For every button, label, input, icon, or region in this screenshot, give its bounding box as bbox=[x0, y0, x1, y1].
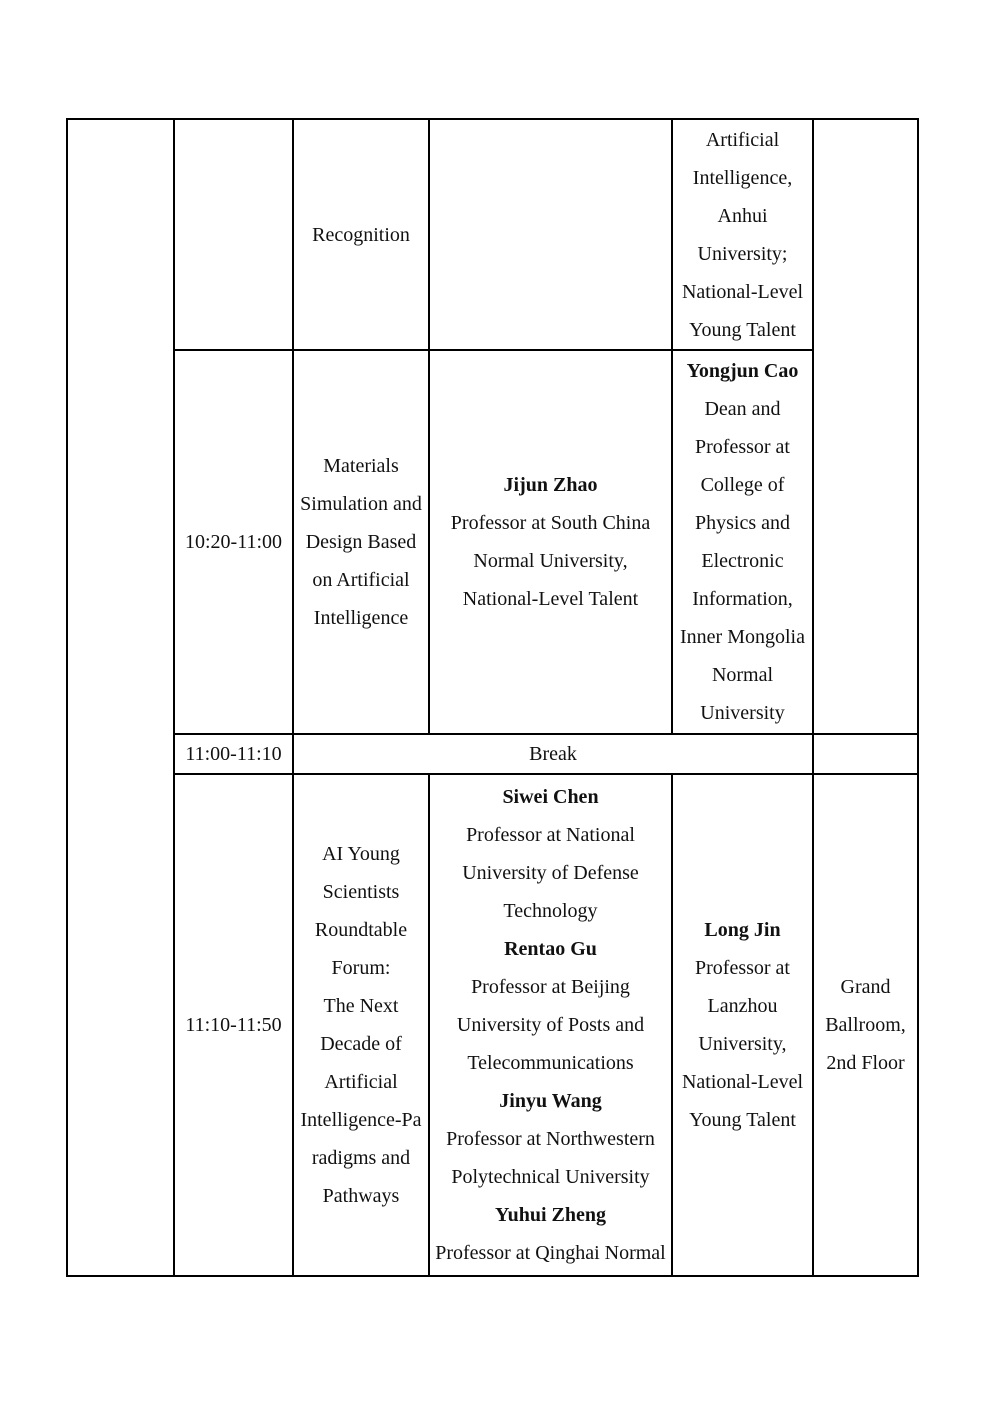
break-label: Break bbox=[529, 743, 577, 765]
table-row-break bbox=[67, 734, 918, 774]
text-line: College of bbox=[700, 474, 785, 496]
table-row bbox=[67, 119, 918, 350]
topic-cell bbox=[293, 119, 429, 350]
time-label: 10:20-11:00 bbox=[184, 531, 283, 553]
table-row bbox=[67, 350, 918, 734]
text-line: Technology bbox=[503, 900, 598, 922]
speaker-cell bbox=[429, 350, 672, 734]
text-line: Intelligence bbox=[313, 607, 409, 629]
time-cell bbox=[174, 350, 293, 734]
text-line: University of Defense bbox=[462, 862, 639, 884]
time-cell bbox=[174, 734, 293, 774]
text-line: Telecommunications bbox=[467, 1052, 634, 1074]
text-line: Young Talent bbox=[689, 318, 796, 341]
chair-cell bbox=[672, 774, 813, 1276]
text-line: Recognition bbox=[312, 223, 410, 246]
time-label: 11:10-11:50 bbox=[185, 1014, 282, 1036]
time-label: 11:00-11:10 bbox=[185, 743, 282, 765]
text-line: University bbox=[700, 702, 785, 724]
text-line: AI Young bbox=[322, 843, 400, 865]
text-line: Grand bbox=[840, 976, 891, 998]
person-name-line: Long Jin bbox=[704, 919, 781, 941]
text-line: Pathways bbox=[322, 1185, 400, 1207]
text-line: National-Level bbox=[681, 280, 804, 303]
text-line: Design Based bbox=[305, 531, 417, 553]
person-name-line: Yuhui Zheng bbox=[495, 1204, 606, 1226]
text-line: Scientists bbox=[322, 881, 400, 903]
text-line: University, bbox=[698, 1033, 787, 1055]
location-cell bbox=[813, 119, 918, 734]
text-line: Professor at Northwestern bbox=[446, 1128, 655, 1150]
text-line: Lanzhou bbox=[707, 995, 778, 1017]
speaker-cell bbox=[429, 774, 672, 1276]
topic-cell bbox=[293, 350, 429, 734]
chair-cell bbox=[672, 350, 813, 734]
text-line: University of Posts and bbox=[456, 1014, 645, 1036]
text-line: Decade of bbox=[320, 1033, 402, 1055]
text-line: Dean and bbox=[704, 398, 781, 420]
text-line: Professor at bbox=[695, 957, 790, 979]
topic-cell bbox=[293, 774, 429, 1276]
person-name-line: Yongjun Cao bbox=[686, 360, 799, 382]
text-line: Artificial bbox=[324, 1071, 398, 1093]
text-line: Inner Mongolia bbox=[680, 626, 805, 648]
margin-cell bbox=[67, 119, 174, 1276]
text-line: Professor at South China bbox=[450, 512, 651, 534]
text-line: Electronic bbox=[701, 550, 784, 572]
text-line: Ballroom, bbox=[825, 1014, 906, 1036]
text-line: Artificial bbox=[705, 128, 780, 151]
text-line: Polytechnical University bbox=[451, 1166, 650, 1188]
person-name-line: Siwei Chen bbox=[502, 786, 599, 808]
person-name-line: Jinyu Wang bbox=[499, 1090, 602, 1112]
text-line: Professor at Qinghai Normal bbox=[435, 1242, 666, 1264]
text-line: 2nd Floor bbox=[826, 1052, 905, 1074]
speaker-cell bbox=[429, 119, 672, 350]
text-line: Professor at bbox=[695, 436, 790, 458]
text-line: The Next bbox=[323, 995, 399, 1017]
location-cell bbox=[813, 734, 918, 774]
text-line: Normal bbox=[711, 664, 774, 686]
text-line: National-Level Talent bbox=[462, 588, 639, 610]
text-line: Professor at Beijing bbox=[471, 976, 630, 998]
text-line: Information, bbox=[692, 588, 793, 610]
chair-cell bbox=[672, 119, 813, 350]
text-line: Simulation and bbox=[300, 493, 422, 515]
text-line: radigms and bbox=[311, 1147, 411, 1169]
text-line: University; bbox=[697, 242, 788, 265]
location-cell bbox=[813, 774, 918, 1276]
person-name-line: Rentao Gu bbox=[504, 938, 597, 960]
text-line: Intelligence, bbox=[692, 166, 793, 189]
text-line: Young Talent bbox=[689, 1109, 796, 1131]
text-line: Professor at National bbox=[466, 824, 635, 846]
text-line: Forum: bbox=[331, 957, 391, 979]
text-line: on Artificial bbox=[312, 569, 410, 591]
text-line: Materials bbox=[323, 455, 399, 477]
person-name-line: Jijun Zhao bbox=[503, 474, 598, 496]
text-line: Normal University, bbox=[473, 550, 628, 572]
text-line: Roundtable bbox=[314, 919, 408, 941]
time-cell bbox=[174, 119, 293, 350]
text-line: Physics and bbox=[695, 512, 790, 534]
time-cell bbox=[174, 774, 293, 1276]
schedule-table bbox=[66, 118, 919, 1277]
text-line: Intelligence-Pa bbox=[300, 1109, 422, 1131]
table-row bbox=[67, 774, 918, 1276]
text-line: National-Level bbox=[681, 1071, 804, 1093]
break-cell bbox=[293, 734, 813, 774]
text-line: Anhui bbox=[717, 204, 768, 227]
